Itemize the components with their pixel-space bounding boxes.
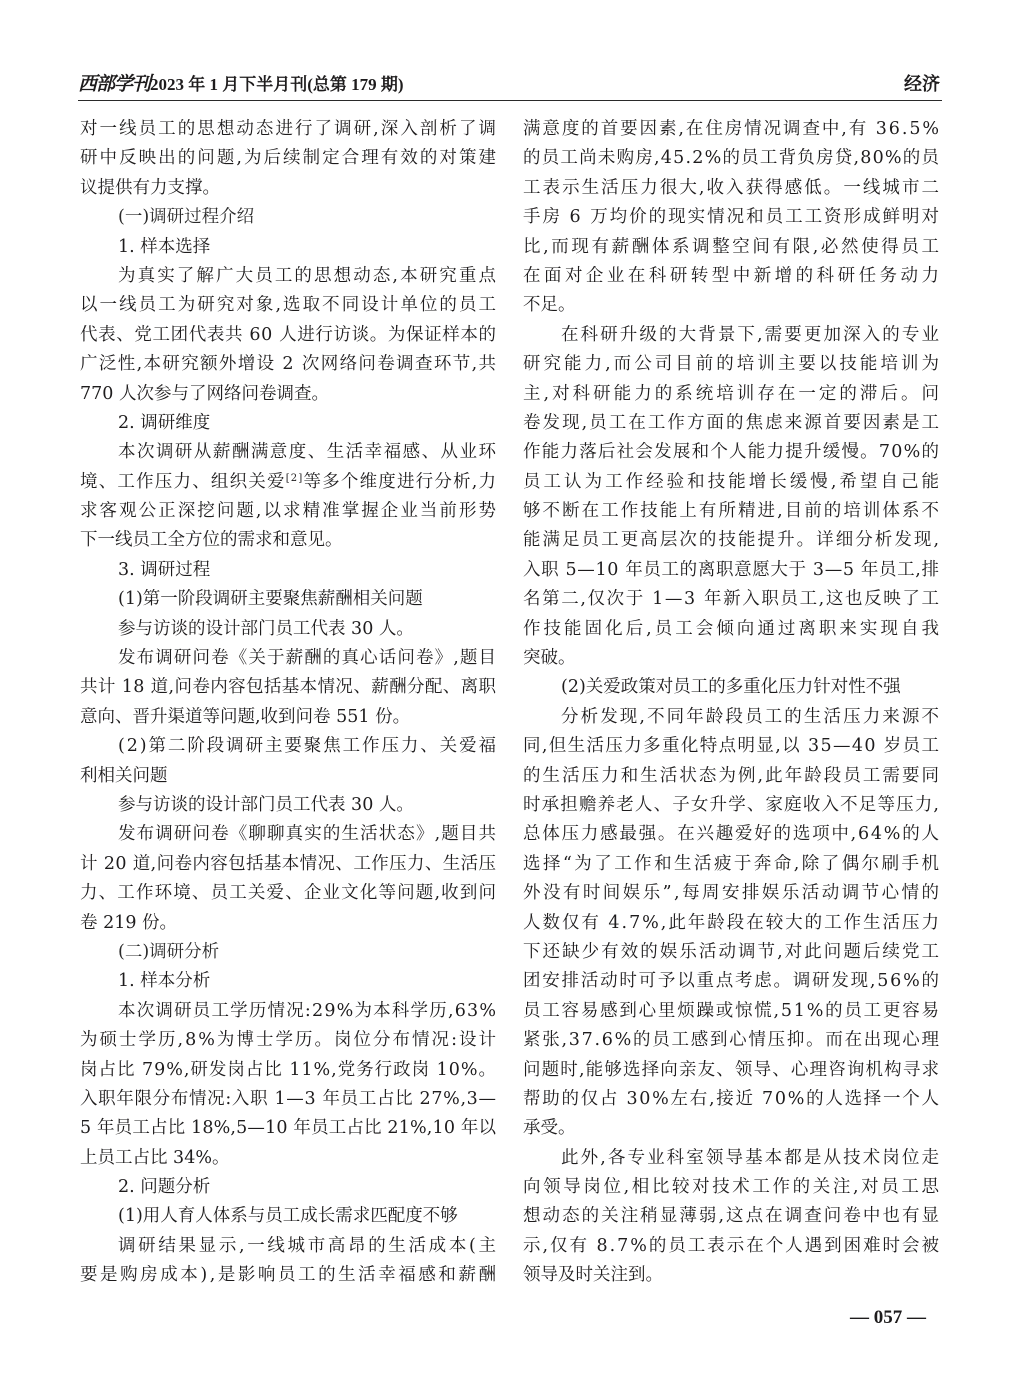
text-line [523,409,942,438]
line-text: 卷 219 份。 [80,912,178,933]
text-line [80,615,496,644]
line-text: 承受。 [523,1118,576,1139]
line-text: 人数仅有 4.7%,此年龄段在较大的工作生活压力 [523,912,941,933]
text-line [523,350,943,379]
heading [80,585,496,614]
line-text: 本次调研从薪酬满意度、生活幸福感、从业环 [118,442,498,463]
heading [80,1173,496,1202]
citation-superscript: [2] [285,472,304,484]
line-text: 总体压力感最强。在兴趣爱好的选项中,64%的人 [523,824,941,845]
paragraph-continued [80,115,499,203]
text-line [80,203,496,232]
line-text: 2. 调研维度 [118,412,211,433]
section-heading [80,203,496,232]
text-line [80,791,496,820]
paragraph [80,615,496,644]
text-line [523,909,939,938]
line-text: 力、工作环境、员工关爱、企业文化等问题,收到问 [80,883,498,904]
line-text: 要是购房成本),是影响员工的生活幸福感和薪酬 [80,1265,499,1286]
line-text: 不足。 [523,295,576,316]
text-line [523,1144,942,1173]
line-text: 的员工尚未购房,45.2%的员工背负房贷,80%的员 [523,148,941,169]
line-text: (二)调研分析 [118,941,220,962]
text-line [523,879,942,908]
line-text: 议提供有力支撑。 [80,177,220,198]
line-text: 入职 5—10 年员工的离职意愿大于 3—5 年员工,排 [523,559,940,580]
heading [80,967,496,996]
text-line [80,174,496,203]
text-line [80,909,496,938]
section-name: 经济 [904,74,940,95]
line-text: 作能力落后社会发展和个人能力提升缓慢。70%的 [523,442,941,463]
line-text: 外没有时间娱乐”,每周安排娱乐活动调节心情的 [523,883,942,904]
line-text: 下一线员工全方位的需求和意见。 [80,530,343,551]
line-text: 5 年员工占比 18%,5—10 年员工占比 21%,10 年以 [80,1118,497,1139]
text-line [80,144,499,173]
text-line [80,1026,496,1055]
text-line [80,997,496,1026]
text-segment: 境、工作压力、组织关爱 [80,471,286,492]
line-text: (一)调研过程介绍 [118,207,255,228]
text-line [80,262,499,291]
text-line [523,526,942,555]
text-line [80,1202,496,1231]
line-text: 满意度的首要因素,在住房情况调查中,有 36.5% [523,119,941,139]
text-line [80,1056,496,1085]
text-line [523,144,939,173]
text-line [523,703,942,732]
text-line [523,938,942,967]
paragraph [80,262,499,409]
issue-info: 2023 年 1 月下半月刊(总第 179 期) [150,75,404,94]
text-line [80,850,496,879]
line-text: (1)用人育人体系与员工成长需求匹配度不够 [118,1206,458,1227]
text-line [523,967,939,996]
line-text: (1)第一阶段调研主要聚焦薪酬相关问题 [118,589,423,610]
line-text: 以一线员工为研究对象,选取不同设计单位的员工 [80,295,499,316]
line-text: 团安排活动时可予以重点考虑。调研发现,56%的 [523,971,941,992]
line-text: 员工容易感到心里烦躁或惊慌,51%的员工更容易 [523,1000,941,1021]
text-line [523,115,939,144]
line-text: 研究能力,而公司目前的培训主要以技能培训为 [523,354,943,375]
text-line [80,1232,499,1261]
line-text: 领导及时关注到。 [523,1265,663,1286]
text-line [80,1144,496,1173]
text-line [80,820,496,849]
text-line [523,1202,942,1231]
line-text: 利相关问题 [80,765,168,786]
header-left-group [78,72,404,97]
text-line [80,762,496,791]
text-line [523,438,939,467]
text-line [523,850,942,879]
paragraph [80,791,496,820]
text-line [523,321,942,350]
line-text: 手房 6 万均价的现实情况和员工工资形成鲜明对 [523,207,941,228]
paragraph [80,1232,499,1291]
line-text: 岗占比 79%,研发岗占比 11%,党务行政岗 10%。 [80,1059,497,1080]
line-text: 在科研升级的大背景下,需要更加深入的专业 [561,324,942,345]
line-text: 工表示生活压力很大,收入获得感低。一线城市二 [523,177,942,198]
text-line [80,409,496,438]
line-text: 突破。 [523,648,576,669]
line-text: 时承担赡养老人、子女升学、家庭收入不足等压力, [523,794,941,815]
line-text: 卷发现,员工在工作方面的焦虑来源首要因素是工 [523,412,942,433]
line-text: 调研结果显示,一线城市高昂的生活成本(主 [118,1235,499,1256]
line-text: 上员工占比 34%。 [80,1147,230,1168]
text-line [523,262,943,291]
line-text: 问题时,能够选择向亲友、领导、心理咨询机构寻求 [523,1059,941,1080]
line-text: 3. 调研过程 [118,559,211,580]
line-text: 为硕士学历,8%为博士学历。岗位分布情况:设计 [80,1030,498,1051]
text-line [523,468,943,497]
line-text: 名第二,仅次于 1—3 年新入职员工,这也反映了工 [523,589,941,610]
text-line [80,350,496,379]
text-line [523,997,939,1026]
text-line [523,1114,939,1143]
header-rule [78,100,942,101]
journal-logo: 西部学刊 [78,73,151,95]
text-line [523,497,942,526]
line-text: 下还缺少有效的娱乐活动调节,对此问题后续党工 [523,941,942,962]
running-header [78,72,940,98]
text-line [80,732,496,761]
heading [80,732,496,791]
text-line [80,1085,496,1114]
text-line [80,526,496,555]
line-text: 想动态的关注稍显薄弱,这点在调查问卷中也有显 [523,1206,942,1227]
text-line [523,820,939,849]
line-text [80,468,497,497]
heading [80,409,496,438]
line-text: 2. 问题分析 [118,1177,211,1198]
text-line [523,732,939,761]
line-text: 为真实了解广大员工的思想动态,本研究重点 [118,265,499,286]
line-text: 研中反映出的问题,为后续制定合理有效的对策建 [80,148,499,169]
text-line [80,1114,496,1143]
text-line [523,791,939,820]
text-line [523,1085,939,1114]
text-line [523,644,939,673]
text-line [80,703,496,732]
line-text: 主,对科研能力的系统培训存在一定的滞后。问 [523,383,943,404]
text-line [523,233,942,262]
line-text: 员工认为工作经验和技能增长缓慢,希望自己能 [523,471,943,492]
section-heading [80,938,496,967]
text-line [523,1173,942,1202]
line-text: 参与访谈的设计部门员工代表 30 人。 [118,794,414,815]
line-text: (2)关爱政策对员工的多重化压力针对性不强 [561,677,901,698]
line-text: (2)第二阶段调研主要聚焦工作压力、关爱福 [118,736,498,757]
line-text: 在面对企业在科研转型中新增的科研任务动力 [523,265,943,286]
line-text: 入职年限分布情况:入职 1—3 年员工占比 27%,3— [80,1088,497,1109]
text-line [523,615,943,644]
text-line [80,967,496,996]
line-text: 比,而现有薪酬体系调整空间有限,必然使得员工 [523,236,942,257]
line-text: 意向、晋升渠道等问题,收到问卷 551 份。 [80,706,411,727]
text-line [80,1173,496,1202]
text-line [80,233,496,262]
text-line [523,673,939,702]
text-line [523,291,939,320]
line-text: 代表、党工团代表共 60 人进行访谈。为保证样本的 [80,324,497,345]
line-text: 求客观公正深挖问题,以求精准掌握企业当前形势 [80,501,499,522]
line-text: 能满足员工更高层次的技能提升。详细分析发现, [523,530,942,551]
line-text: 1. 样本分析 [118,971,211,992]
text-line [523,1261,939,1290]
line-text: 此外,各专业科室领导基本都是从技术岗位走 [561,1147,942,1168]
line-text: 发布调研问卷《关于薪酬的真心话问卷》,题目 [118,648,498,669]
left-column [80,115,499,1291]
paragraph-continued [523,115,943,321]
line-text: 同,但生活压力多重化特点明显,以 35—40 岁员工 [523,736,941,757]
text-line [80,673,496,702]
right-column [523,115,943,1291]
text-line [523,203,939,232]
page-number: — 057 — [850,1307,926,1328]
text-line [523,1026,939,1055]
text-line [80,380,496,409]
line-text: 共计 18 道,问卷内容包括基本情况、薪酬分配、离职 [80,677,497,698]
line-text: 向领导岗位,相比较对技术工作的关注,对员工思 [523,1177,942,1198]
paragraph [80,997,496,1173]
text-line [80,497,499,526]
line-text: 紧张,37.6%的员工感到心情压抑。而在出现心理 [523,1030,941,1051]
text-line [523,380,943,409]
line-text: 对一线员工的思想动态进行了调研,深入剖析了调 [80,119,499,139]
text-line [523,585,939,614]
line-text: 广泛性,本研究额外增设 2 次网络问卷调查环节,共 [80,354,498,375]
text-line [523,556,939,585]
text-line [80,468,496,497]
text-line [80,1261,499,1290]
text-line [80,115,499,144]
line-text: 770 人次参与了网络问卷调查。 [80,383,329,404]
text-line [80,556,496,585]
line-text: 选择“为了工作和生活疲于奔命,除了偶尔刷手机 [523,853,942,874]
line-text: 参与访谈的设计部门员工代表 30 人。 [118,618,414,639]
text-line [80,644,496,673]
text-line [80,879,496,908]
line-text: 示,仅有 8.7%的员工表示在个人遇到困难时会被 [523,1235,941,1256]
paragraph [523,703,942,1144]
line-text: 分析发现,不同年龄段员工的生活压力来源不 [561,706,942,727]
heading [523,673,939,702]
text-line [80,438,496,467]
line-text: 发布调研问卷《聊聊真实的生活状态》,题目共 [118,824,498,845]
paragraph [80,644,496,732]
paragraph [523,1144,942,1291]
text-segment: 等多个维度进行分析,力 [303,471,498,492]
line-text: 帮助的仅占 30%左右,接近 70%的人选择一个人 [523,1088,941,1109]
paragraph [80,438,499,556]
line-text: 计 20 道,问卷内容包括基本情况、工作压力、生活压 [80,853,497,874]
text-line [80,585,496,614]
line-text: 作技能固化后,员工会倾向通过离职来实现自我 [523,618,943,639]
line-text: 的生活压力和生活状态为例,此年龄段员工需要同 [523,765,942,786]
text-line [80,291,499,320]
text-line [80,321,496,350]
paragraph [523,321,943,674]
text-line [523,1056,939,1085]
line-text: 够不断在工作技能上有所精进,目前的培训体系不 [523,501,942,522]
line-text: 1. 样本选择 [118,236,211,257]
text-line [523,762,942,791]
paragraph [80,820,496,938]
line-text: 本次调研员工学历情况:29%为本科学历,63% [118,1000,498,1021]
text-line [523,1232,939,1261]
heading [80,556,496,585]
text-line [523,174,942,203]
heading [80,233,496,262]
text-line [80,938,496,967]
heading [80,1202,496,1231]
